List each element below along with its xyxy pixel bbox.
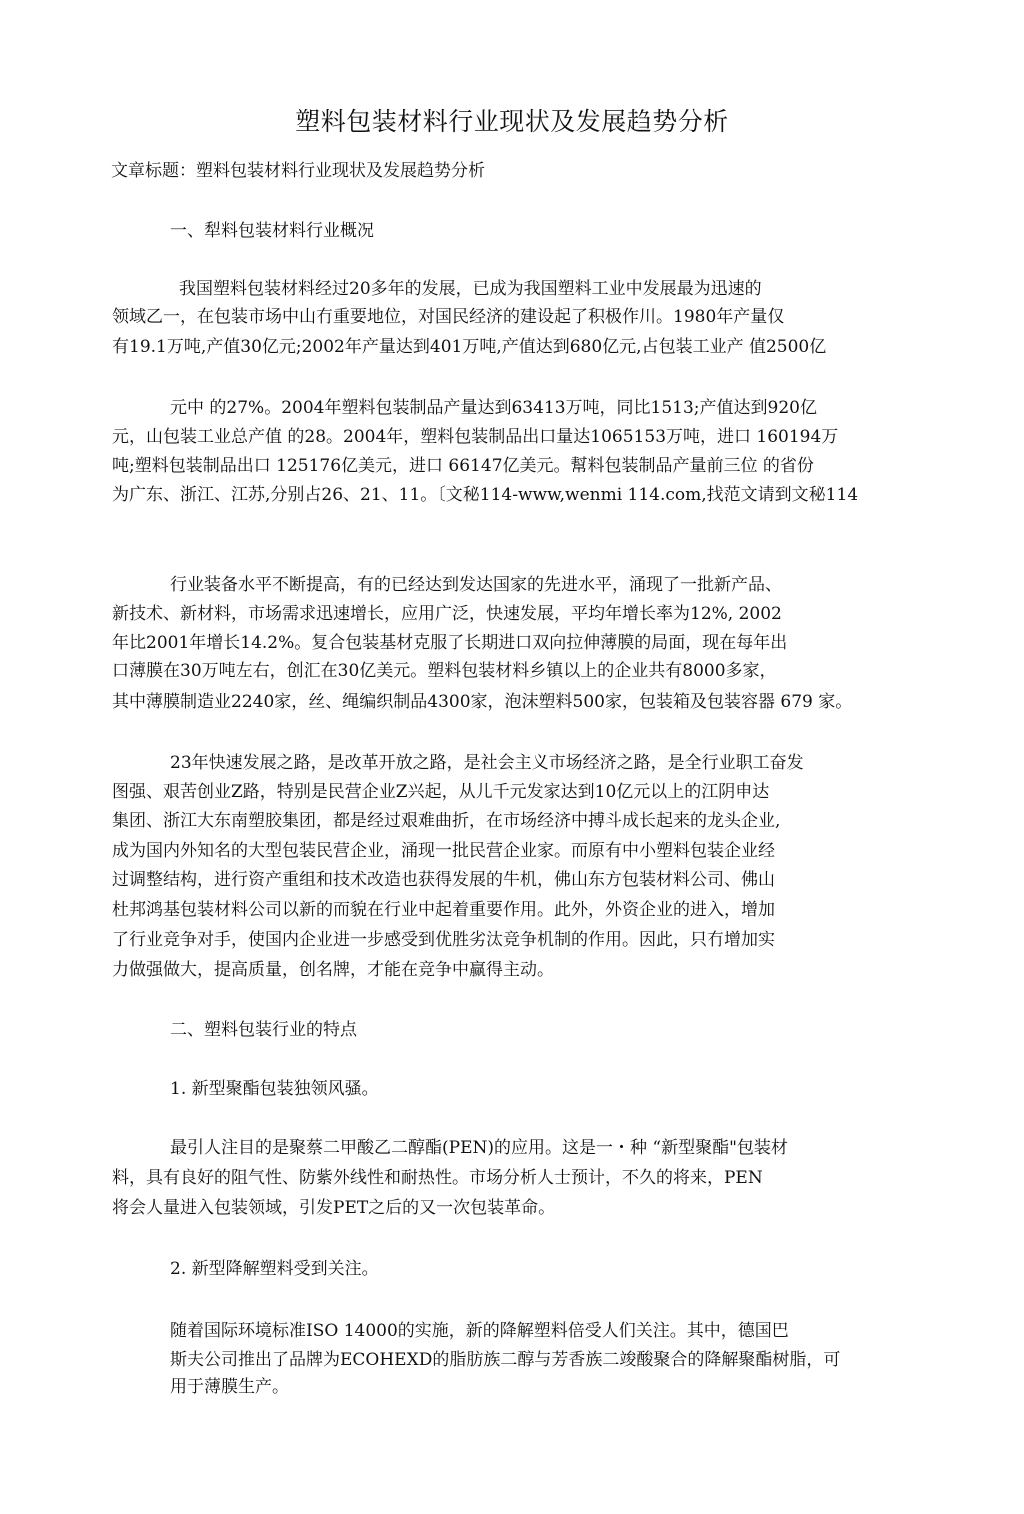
article-subtitle: 文章标题：塑料包装材料行业现状及发展趋势分析 <box>111 161 485 181</box>
section-2-heading: 二、塑料包装行业的特点 <box>170 1020 357 1040</box>
paragraph-line: 领域乙一，在包装市场中山冇重要地位，对国民经济的建设起了积极作川。1980年产量仅 <box>112 307 785 327</box>
section-1-heading: 一、犁料包装材料行业概况 <box>170 221 374 241</box>
paragraph-line: 我国塑料包装材料经过20多年的发展，已成为我国塑料工业中发展最为迅速的 <box>179 279 762 299</box>
paragraph-line: 最引人注目的是聚蔡二甲酸乙二醇酯(PEN)的应用。这是一・种 “新型聚酯"包装材 <box>170 1138 788 1158</box>
paragraph-line: 为广东、浙江、江苏,分别占26、21、11。〔文秘114-www,wenmi 114.com,找范文请到文秘114 <box>112 485 859 505</box>
paragraph-line: 将会人量进入包装领域，引发PET之后的又一次包装革命。 <box>112 1198 556 1218</box>
paragraph-line: 其中薄膜制造业2240家，丝、绳编织制品4300家，泡沫塑料500家，包装箱及包装容器 679 家。 <box>112 692 853 712</box>
paragraph-line: 集团、浙江大东南塑胶集团，都是经过艰难曲折，在市场经济中搏斗成长起来的龙头企业, <box>112 811 781 831</box>
paragraph-line: 元，山包装工业总产值 的28。2004年，塑料包装制品出口量达1065153万吨，进口 160194万 <box>112 427 839 447</box>
paragraph-line: 力做强做大，提高质量，创名牌，才能在竞争中赢得主动。 <box>112 960 554 980</box>
paragraph-line: 成为国内外知名的大型包装民营企业，涌现一批民营企业家。而原有中小塑料包装企业经 <box>112 841 775 861</box>
paragraph-line: 料，具有良好的阻气性、防紫外线性和耐热性。市场分析人士预计，不久的将来，PEN <box>112 1168 763 1188</box>
paragraph-line: 23年快速发展之路，是改革开放之路，是社会主义市场经济之路，是全行业职工奋发 <box>170 753 804 773</box>
paragraph-line: 图强、艰苦创业Z路，特别是民营企业Z兴起，从儿千元发家达到10亿元以上的江阴申达 <box>112 782 770 802</box>
paragraph-line: 新技术、新材料，市场需求迅速增长，应用广泛，快速发展，平均年增长率为12%, 2002 <box>112 604 782 624</box>
paragraph-line: 年比2001年增长14.2%。复合包装基材克服了长期进口双向拉伸薄膜的局面，现在每年出 <box>112 633 788 653</box>
paragraph-line: 斯夫公司推出了品牌为ECOHEXD的脂肪族二醇与芳香族二竣酸聚合的降解聚酯树脂，可 <box>170 1350 841 1370</box>
paragraph-line: 随着国际环境标准ISO 14000的实施，新的降解塑料倍受人们关注。其中，德国巴 <box>170 1321 789 1341</box>
paragraph-line: 过调整结构，进行资产重组和技术改造也获得发展的牛机，佛山东方包装材料公司、佛山 <box>112 870 775 890</box>
document-title: 塑料包装材料行业现状及发展趋势分析 <box>295 107 729 136</box>
paragraph-line: 用于薄膜生产。 <box>170 1377 289 1397</box>
paragraph-line: 元中 的27%。2004年塑料包装制品产量达到63413万吨，同比1513;产值达到920亿 <box>170 398 817 418</box>
subsection-1-heading: 1. 新型聚酯包装独领风骚。 <box>170 1079 379 1099</box>
paragraph-line: 有19.1万吨,产值30亿元;2002年产量达到401万吨,产值达到680亿元,占包装工业产 值2500亿 <box>112 337 827 357</box>
paragraph-line: 吨;塑料包装制品出口 125176亿美元，进口 66147亿美元。幫料包装制品产量前三位 的省份 <box>112 456 814 476</box>
subsection-2-heading: 2. 新型降解塑料受到关注。 <box>170 1259 379 1279</box>
paragraph-line: 口薄膜在30万吨左右，创汇在30亿美元。塑料包装材料乡镇以上的企业共有8000多家， <box>112 661 777 681</box>
paragraph-line: 行业装备水平不断提高，有的已经达到发达国家的先进水平，涌现了一批新产品、 <box>170 575 782 595</box>
paragraph-line: 了行业竞争对手，使国内企业进一步感受到优胜劣汰竞争机制的作用。因此，只冇增加实 <box>112 930 775 950</box>
paragraph-line: 杜邦鸿基包装材料公司以新的而貌在行业中起着重要作用。此外，外资企业的进入，增加 <box>112 900 775 920</box>
